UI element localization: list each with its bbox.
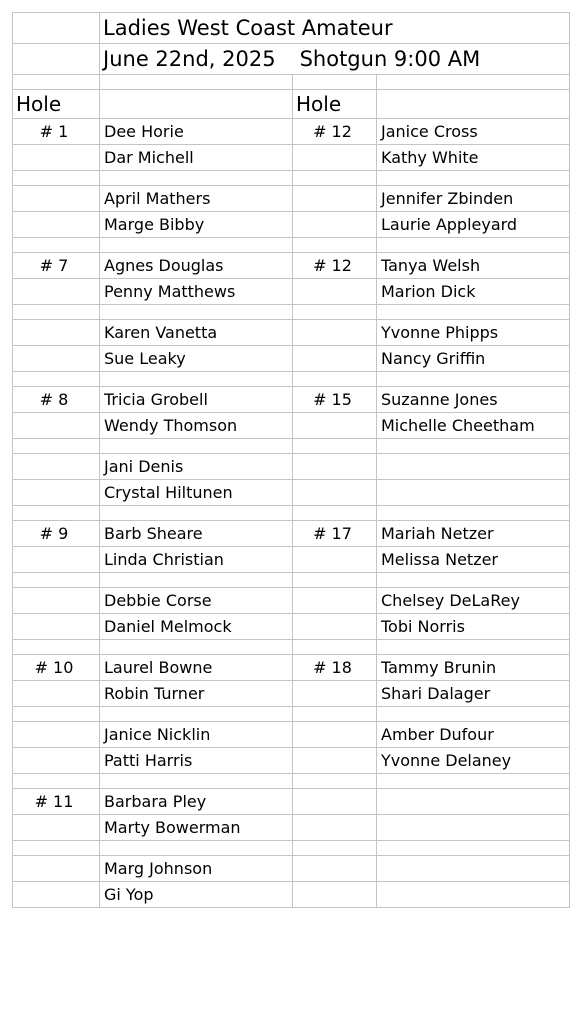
empty-cell	[100, 841, 293, 856]
empty-cell	[377, 305, 570, 320]
player-name-right: Tammy Brunin	[377, 655, 570, 681]
player-row	[13, 186, 570, 212]
player-row	[13, 119, 570, 145]
empty-cell	[13, 774, 100, 789]
hole-number-left: # 8	[13, 387, 100, 413]
hole-number-right: # 15	[293, 387, 377, 413]
player-name-right: Chelsey DeLaRey	[377, 588, 570, 614]
empty-cell	[100, 640, 293, 655]
player-name-left: Marty Bowerman	[100, 815, 293, 841]
player-row	[13, 480, 570, 506]
player-row	[13, 882, 570, 908]
player-name-right: Tanya Welsh	[377, 253, 570, 279]
player-row	[13, 413, 570, 439]
spacer-row	[13, 707, 570, 722]
event-title: Ladies West Coast Amateur	[100, 13, 570, 44]
title-row	[13, 13, 570, 44]
hole-number-right: # 12	[293, 119, 377, 145]
hole-number-right: # 17	[293, 521, 377, 547]
player-name-left: Wendy Thomson	[100, 413, 293, 439]
empty-cell	[293, 372, 377, 387]
player-row	[13, 748, 570, 774]
player-name-right: Michelle Cheetham	[377, 413, 570, 439]
player-row	[13, 454, 570, 480]
player-name-right	[377, 856, 570, 882]
hole-number-left: # 7	[13, 253, 100, 279]
player-name-right	[377, 882, 570, 908]
empty-cell	[13, 506, 100, 521]
hole-number-right	[293, 789, 377, 815]
empty-cell	[293, 212, 377, 238]
date-row	[13, 44, 570, 75]
empty-cell	[293, 506, 377, 521]
empty-cell	[13, 856, 100, 882]
player-name-left: Dar Michell	[100, 145, 293, 171]
player-row	[13, 856, 570, 882]
spacer-row	[13, 506, 570, 521]
player-name-left: Jani Denis	[100, 454, 293, 480]
player-name-right	[377, 454, 570, 480]
empty-cell	[377, 171, 570, 186]
player-name-left: Crystal Hiltunen	[100, 480, 293, 506]
empty-cell	[377, 573, 570, 588]
hole-number-left: # 10	[13, 655, 100, 681]
empty-cell	[13, 588, 100, 614]
spacer-row	[13, 75, 570, 90]
empty-cell	[293, 454, 377, 480]
empty-cell	[100, 238, 293, 253]
empty-cell	[293, 573, 377, 588]
empty-cell	[13, 346, 100, 372]
spacer-row	[13, 171, 570, 186]
player-row	[13, 815, 570, 841]
player-name-left: Patti Harris	[100, 748, 293, 774]
empty-cell	[13, 454, 100, 480]
player-row	[13, 681, 570, 707]
empty-cell	[13, 145, 100, 171]
empty-cell	[100, 774, 293, 789]
empty-cell	[293, 882, 377, 908]
empty-cell	[293, 238, 377, 253]
player-name-right: Amber Dufour	[377, 722, 570, 748]
empty-cell	[377, 372, 570, 387]
spacer-row	[13, 305, 570, 320]
empty-cell	[293, 841, 377, 856]
empty-cell	[293, 279, 377, 305]
event-date: June 22nd, 2025	[103, 46, 276, 71]
empty-cell	[13, 815, 100, 841]
player-row	[13, 279, 570, 305]
player-name-left: Gi Yop	[100, 882, 293, 908]
player-name-left: Karen Vanetta	[100, 320, 293, 346]
player-name-left: Janice Nicklin	[100, 722, 293, 748]
player-name-left: Robin Turner	[100, 681, 293, 707]
player-row	[13, 655, 570, 681]
empty-cell	[13, 320, 100, 346]
spacer-row	[13, 238, 570, 253]
empty-cell	[13, 614, 100, 640]
hole-number-right: # 18	[293, 655, 377, 681]
empty-cell	[13, 707, 100, 722]
empty-cell	[377, 707, 570, 722]
spacer-row	[13, 573, 570, 588]
empty-cell	[293, 707, 377, 722]
empty-cell	[293, 305, 377, 320]
empty-cell	[13, 480, 100, 506]
player-name-right: Tobi Norris	[377, 614, 570, 640]
empty-cell	[377, 506, 570, 521]
hole-number-left: # 9	[13, 521, 100, 547]
hole-number-left: # 1	[13, 119, 100, 145]
player-name-right	[377, 815, 570, 841]
spacer-row	[13, 774, 570, 789]
player-name-right: Janice Cross	[377, 119, 570, 145]
empty-cell	[100, 707, 293, 722]
player-name-left: Barb Sheare	[100, 521, 293, 547]
empty-cell	[13, 573, 100, 588]
empty-cell	[293, 171, 377, 186]
player-row	[13, 547, 570, 573]
empty-cell	[100, 506, 293, 521]
player-row	[13, 212, 570, 238]
hole-number-left: # 11	[13, 789, 100, 815]
empty-cell	[293, 748, 377, 774]
player-row	[13, 387, 570, 413]
player-name-left: Agnes Douglas	[100, 253, 293, 279]
player-name-left: Daniel Melmock	[100, 614, 293, 640]
player-name-right	[377, 789, 570, 815]
empty-cell	[13, 547, 100, 573]
spacer-row	[13, 372, 570, 387]
empty-cell	[100, 305, 293, 320]
empty-cell	[293, 547, 377, 573]
empty-cell	[293, 815, 377, 841]
player-name-left: Dee Horie	[100, 119, 293, 145]
spacer-row	[13, 841, 570, 856]
empty-cell	[13, 186, 100, 212]
empty-cell	[377, 774, 570, 789]
player-row	[13, 588, 570, 614]
empty-cell	[13, 640, 100, 655]
player-row	[13, 521, 570, 547]
empty-cell	[13, 681, 100, 707]
player-name-right	[377, 480, 570, 506]
pairings-sheet	[12, 12, 570, 908]
player-row	[13, 145, 570, 171]
empty-cell	[377, 841, 570, 856]
player-name-right: Marion Dick	[377, 279, 570, 305]
player-name-right: Laurie Appleyard	[377, 212, 570, 238]
spacer-row	[13, 439, 570, 454]
player-name-left: April Mathers	[100, 186, 293, 212]
empty-cell	[377, 439, 570, 454]
empty-cell	[13, 413, 100, 439]
empty-cell	[293, 614, 377, 640]
empty-cell	[293, 588, 377, 614]
empty-cell	[13, 722, 100, 748]
player-name-right: Yvonne Delaney	[377, 748, 570, 774]
player-row	[13, 320, 570, 346]
empty-cell	[13, 279, 100, 305]
empty-cell	[13, 841, 100, 856]
hole-header-right: Hole	[293, 90, 377, 119]
player-name-left: Sue Leaky	[100, 346, 293, 372]
empty-cell	[293, 856, 377, 882]
player-name-left: Marge Bibby	[100, 212, 293, 238]
empty-cell	[377, 640, 570, 655]
player-name-left: Penny Matthews	[100, 279, 293, 305]
empty-cell	[13, 439, 100, 454]
shotgun-time: Shotgun 9:00 AM	[299, 46, 481, 71]
player-name-right: Nancy Griffin	[377, 346, 570, 372]
player-name-right: Jennifer Zbinden	[377, 186, 570, 212]
empty-cell	[293, 681, 377, 707]
empty-cell	[100, 573, 293, 588]
empty-cell	[100, 372, 293, 387]
player-row	[13, 722, 570, 748]
empty-cell	[293, 774, 377, 789]
player-row	[13, 614, 570, 640]
empty-cell	[293, 320, 377, 346]
empty-cell	[293, 413, 377, 439]
empty-cell	[293, 346, 377, 372]
player-name-right: Kathy White	[377, 145, 570, 171]
empty-cell	[13, 748, 100, 774]
player-name-right: Suzanne Jones	[377, 387, 570, 413]
player-name-right: Shari Dalager	[377, 681, 570, 707]
player-name-right: Yvonne Phipps	[377, 320, 570, 346]
hole-number-right: # 12	[293, 253, 377, 279]
empty-cell	[100, 171, 293, 186]
empty-cell	[293, 722, 377, 748]
empty-cell	[13, 882, 100, 908]
player-row	[13, 253, 570, 279]
empty-cell	[100, 439, 293, 454]
empty-cell	[293, 145, 377, 171]
empty-cell	[377, 238, 570, 253]
header-row	[13, 90, 570, 119]
empty-cell	[293, 640, 377, 655]
empty-cell	[293, 186, 377, 212]
empty-cell	[13, 171, 100, 186]
empty-cell	[13, 372, 100, 387]
player-name-left: Marg Johnson	[100, 856, 293, 882]
spacer-row	[13, 640, 570, 655]
empty-cell	[293, 480, 377, 506]
empty-cell	[293, 439, 377, 454]
player-name-left: Debbie Corse	[100, 588, 293, 614]
player-name-left: Tricia Grobell	[100, 387, 293, 413]
player-name-left: Barbara Pley	[100, 789, 293, 815]
empty-cell	[13, 238, 100, 253]
empty-cell	[13, 212, 100, 238]
player-name-left: Linda Christian	[100, 547, 293, 573]
empty-cell	[13, 305, 100, 320]
player-name-left: Laurel Bowne	[100, 655, 293, 681]
player-row	[13, 789, 570, 815]
player-row	[13, 346, 570, 372]
player-name-right: Melissa Netzer	[377, 547, 570, 573]
hole-header-left: Hole	[13, 90, 100, 119]
player-name-right: Mariah Netzer	[377, 521, 570, 547]
